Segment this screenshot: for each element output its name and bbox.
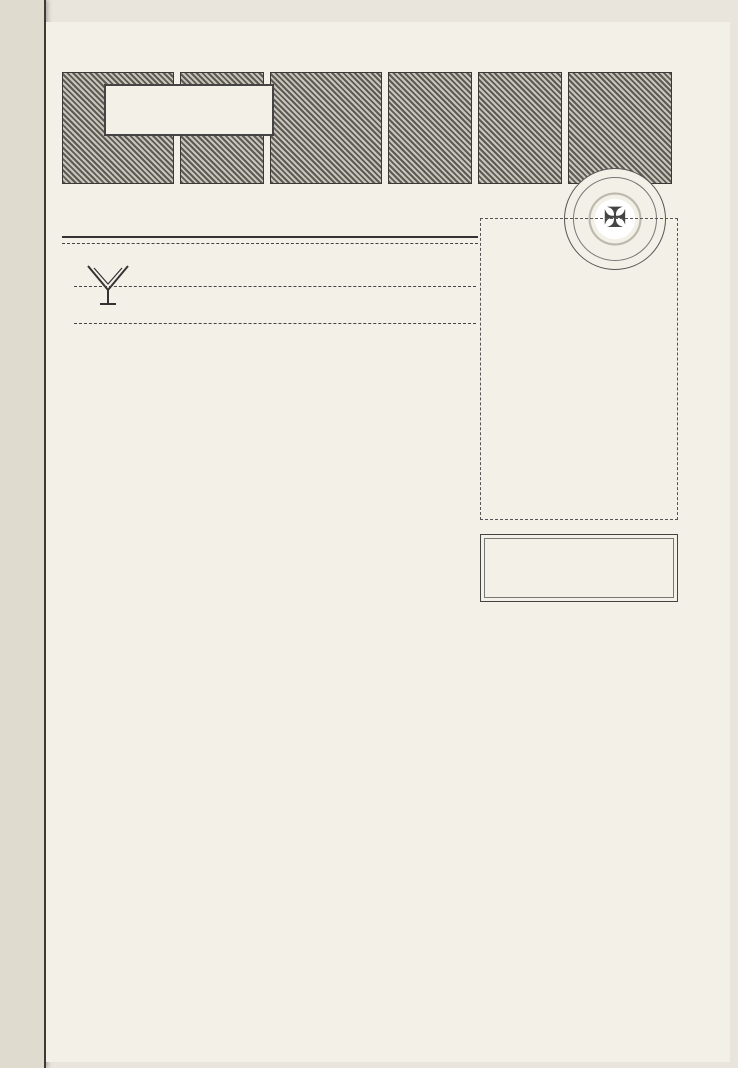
previous-page-edge [0, 0, 46, 1068]
seal-emblem-icon: ✠ [603, 202, 627, 233]
header-rule-dashed [62, 243, 478, 244]
notice-box [480, 534, 678, 602]
library-stamp [104, 84, 274, 136]
contents-box [480, 218, 678, 520]
article-column-1 [74, 426, 270, 1014]
contents-list [489, 271, 671, 279]
header-rule [62, 236, 478, 238]
article-column-3 [480, 618, 676, 920]
lamp-icon [86, 262, 130, 306]
column-rule [74, 323, 476, 324]
article-column-2 [276, 426, 472, 1014]
banner-rule [74, 286, 476, 287]
